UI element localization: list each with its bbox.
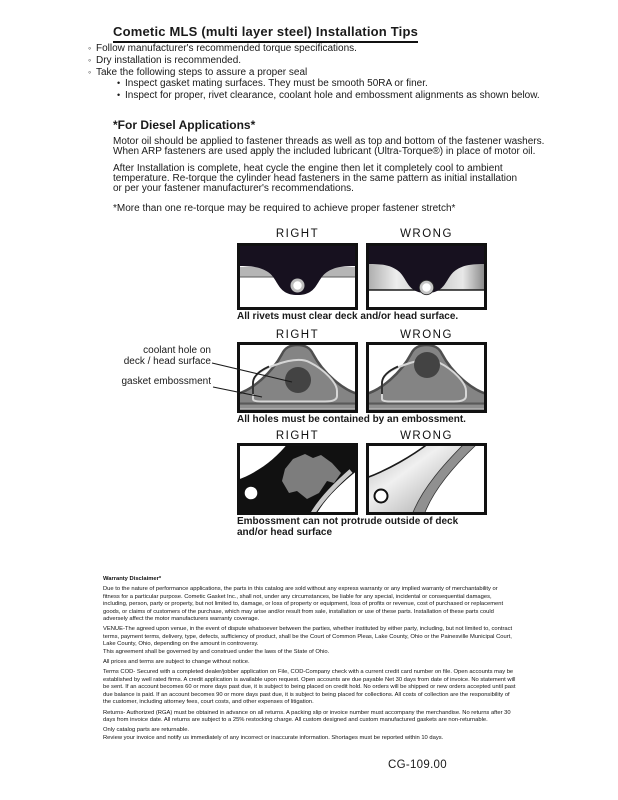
page-code: CG-109.00	[388, 759, 447, 771]
warranty-paragraph: This agreement shall be governed by and construed under the laws of the State of Ohio.	[103, 648, 330, 655]
bullet-text: Inspect gasket mating surfaces. They must be smooth 50RA or finer.	[125, 78, 428, 90]
annotation-text: coolant hole on	[143, 345, 211, 356]
bullet-item	[88, 55, 540, 67]
paragraph-line: Motor oil should be applied to fastener threads as well as top and bottom of the fastener washers.	[113, 136, 545, 147]
rivet-wrong-illustration	[366, 243, 487, 310]
caption-line: and/or head surface	[237, 527, 333, 538]
warranty-paragraph: Due to the nature of performance applications, the parts in this catalog are sold without any express warranty or any implied warranty of merchantability or fitness for a particular purpose. Cometic Gasket Inc., shall not, under any circumstances, be liable for any special, incidental or consequential damages, including, person, party or property, but not limited to, damage, or loss of property or equipment, loss of profits or revenue, cost of purchased or replacement goods, or claims of customers of the purchase, which may arise and/or result from sale, installation or use of these parts. Installation of these parts could adversely affect the motor manufacturers warranty coverage.	[103, 586, 504, 623]
row1-right-label: RIGHT	[275, 228, 320, 240]
bullet-text: Take the following steps to assure a proper seal	[96, 66, 308, 78]
row3-caption	[237, 516, 499, 538]
row1-caption: All rivets must clear deck and/or head surface.	[237, 311, 459, 322]
warranty-heading: Warranty Disclaimer*	[103, 576, 162, 582]
paragraph-line: or per your fastener manufacturer's recommendations.	[113, 183, 354, 195]
embossment-wrong-illustration	[366, 342, 487, 413]
rivet-right-illustration	[237, 243, 358, 310]
bullet-text: Dry installation is recommended.	[96, 54, 242, 66]
warranty-paragraph: Review your invoice and notify us immediately of any incorrect or inaccurate information. Shortages must be reported within 10 days.	[103, 734, 444, 741]
embossment-containment-wrong-figure	[366, 342, 487, 413]
warranty-paragraph: Only catalog parts are returnable.	[103, 727, 190, 734]
embossment-containment-right-figure	[237, 342, 358, 413]
row3-right-label: RIGHT	[275, 430, 320, 442]
bullet-marker: ◦	[88, 43, 92, 53]
warranty-paragraph: VENUE-The agreed upon venue, in the event of dispute whatsoever between the parties, whether instituted by either party, including, but not limited to, contract terms, payment terms, delivery, type, defects, sufficiency of product, shall be the Court of Common Pleas, Lake County, Ohio or the Painesville Municipal Court, Lake County, Ohio, depending on the amount in controversy.	[103, 626, 513, 648]
caption-line: Embossment can not protrude outside of deck	[237, 516, 459, 527]
annotation-text: deck / head surface	[123, 356, 211, 367]
warranty-disclaimer	[103, 576, 516, 742]
sub-bullet-item	[117, 78, 540, 90]
annotation-text: gasket embossment	[121, 376, 211, 387]
rivet-clearance-right-figure	[237, 243, 358, 310]
diesel-note: *More than one re-torque may be required to achieve proper fastener stretch*	[113, 203, 456, 214]
warranty-paragraph: All prices and terms are subject to change without notice.	[103, 659, 250, 666]
embossment-right-illustration	[237, 342, 358, 413]
row2-wrong-label: WRONG	[400, 329, 453, 341]
paragraph-line: After Installation is complete, heat cycle the engine then let it completely cool to ambient	[113, 163, 503, 174]
bullet-text: Follow manufacturer's recommended torque specifications.	[96, 43, 357, 54]
row3-wrong-label: WRONG	[400, 430, 453, 442]
bullet-marker: ◦	[88, 66, 92, 77]
row2-caption: All holes must be contained by an embossment.	[237, 414, 466, 425]
bullet-text: Inspect for proper, rivet clearance, coolant hole and embossment alignments as shown below.	[125, 90, 540, 102]
annotation-coolant-label	[60, 345, 211, 367]
paragraph-line: When ARP fasteners are used apply the included lubricant (Ultra-Torque®) in place of motor oil.	[113, 146, 536, 158]
rivet-clearance-wrong-figure	[366, 243, 487, 310]
warranty-paragraph: Returns- Authorized (RGA) must be obtained in advance on all returns. A packing slip or invoice number must accompany the merchandise. No returns after 30 days from invoice date. All returns are subject to a 25% restocking charge. All custom designed and custom manufactured gaskets are non-returnable.	[103, 709, 511, 723]
bullet-item	[88, 67, 540, 79]
tips-bullet-list	[88, 43, 540, 102]
sub-bullet-marker: •	[117, 90, 121, 101]
embossment-protrusion-right-figure	[237, 443, 358, 515]
deck-edge-right-illustration	[237, 443, 358, 515]
warranty-paragraph: Terms COD- Secured with a completed dealer/jobber application on File, COD-Company check with a current credit card number on file. Open accounts may be established by well rated firms. A credit application is available upon request. Open accounts are due payable Net 30 days from date of invoice. No statement will be sent. If an account becomes 60 or more days past due, it is subject to being placed on credit hold. No orders will be shipped or new orders accepted until past due balance is paid. If an account becomes 90 or more days past due, it is subject to being placed for collections. All costs of collection are the responsibility of the customer, including attorney fees, court costs, and other expenses of litigation.	[103, 669, 516, 706]
annotation-embossment-label	[60, 376, 211, 387]
diesel-paragraph-1	[113, 137, 553, 157]
diesel-heading: *For Diesel Applications*	[113, 118, 256, 132]
row2-right-label: RIGHT	[275, 329, 320, 341]
bullet-item	[88, 43, 540, 55]
sub-bullet-item	[117, 90, 540, 102]
paragraph-line: temperature. Re-torque the cylinder head fasteners in the same pattern as initial installation	[113, 173, 518, 185]
bullet-marker: ◦	[88, 54, 92, 65]
page-title: Cometic MLS (multi layer steel) Installation Tips	[113, 24, 418, 43]
embossment-protrusion-wrong-figure	[366, 443, 487, 515]
row1-wrong-label: WRONG	[400, 228, 453, 240]
sub-bullet-marker: •	[117, 78, 121, 89]
deck-edge-wrong-illustration	[366, 443, 487, 515]
diesel-paragraph-2	[113, 164, 553, 195]
